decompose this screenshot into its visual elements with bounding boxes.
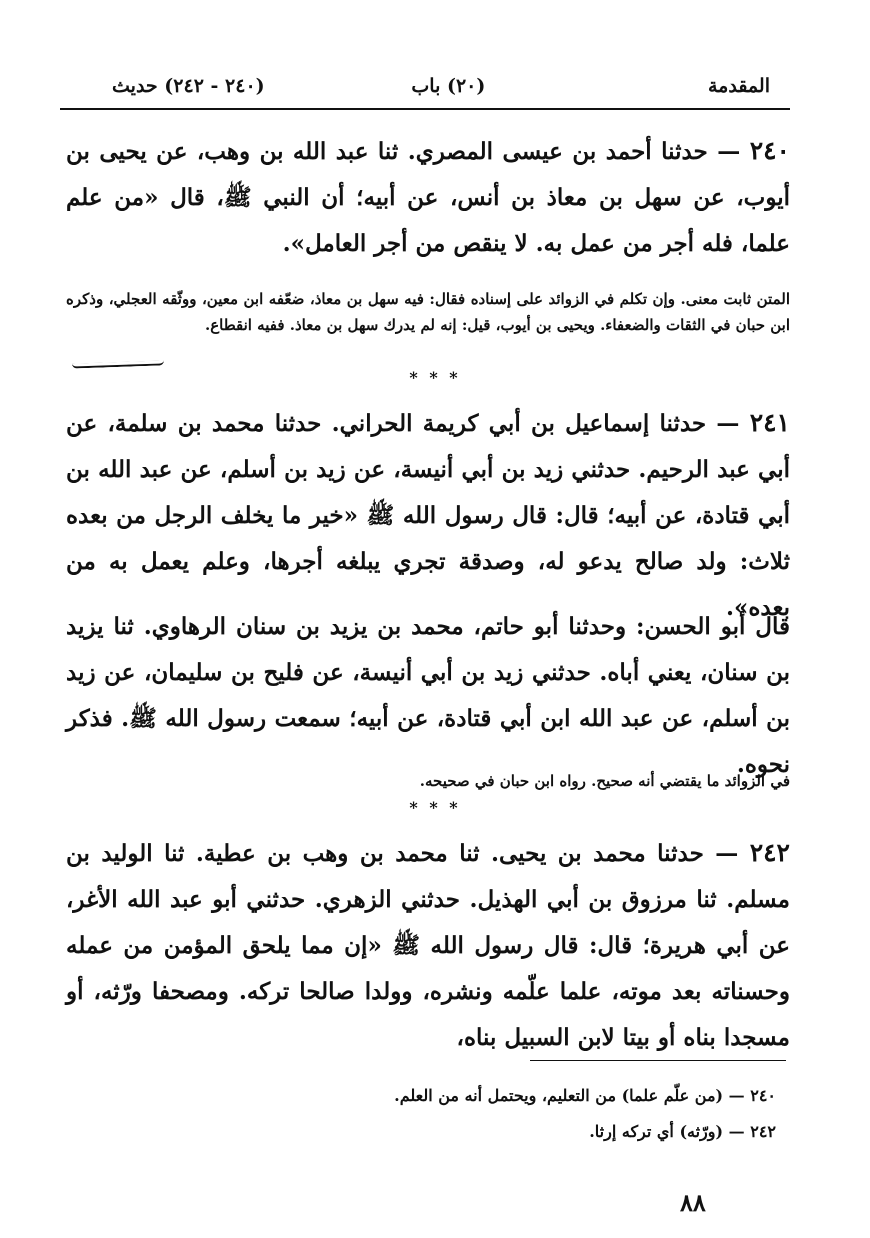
hadith-text: — حدثنا أحمد بن عيسى المصري. ثنا عبد الله بن وهب، عن يحيى بن أيوب، عن سهل بن معاذ بن أنس، عن أبيه؛ أن النبي ﷺ، قال «من علم علما، فله أجر من عمل به. لا ينقص من أجر العامل». (66, 138, 790, 257)
hadith-number: ٢٤٢ (749, 838, 790, 867)
running-header (112, 66, 770, 106)
hadith-241-comment: في الزوائد ما يقتضي أنه صحيح. رواه ابن حبان في صحيحه. (419, 772, 790, 790)
hadith-number: ٢٤٠ (749, 136, 790, 165)
hadith-240 (66, 128, 790, 267)
separator: * * * (409, 368, 461, 387)
hadith-241-chain: قال أبو الحسن: وحدثنا أبو حاتم، محمد بن يزيد بن سنان الرهاوي. ثنا يزيد بن سنان، يعني أباه. حدثني زيد بن أبي أنيسة، عن فليح بن سليمان، عن زيد بن أسلم، عن عبد الله ابن أبي قتادة، عن أبيه؛ سمعت رسول الله ﷺ. فذكر نحوه. (66, 613, 790, 778)
header-rule (60, 108, 790, 110)
footnote-240: ٢٤٠ — (من علّم علما) من التعليم، ويحتمل أنه من العلم. (394, 1086, 776, 1105)
chapter-label: (٢٠) باب (411, 75, 486, 97)
page-number: ٨٨ (680, 1188, 706, 1217)
hadith-text: — حدثنا محمد بن يحيى. ثنا محمد بن وهب بن عطية. ثنا الوليد بن مسلم. ثنا مرزوق بن أبي الهذيل. حدثني الزهري. حدثني أبو عبد الله الأغر، عن أبي هريرة؛ قال: قال رسول الله ﷺ «إن مما يلحق المؤمن من عمله وحسناته بعد موته، علما علّمه ونشره، وولدا صالحا تركه. ومصحفا ورّثه، أو مسجدا بناه أو بيتا لابن السبيل بناه، (66, 840, 790, 1051)
separator: * * * (409, 798, 461, 817)
hadith-number: ٢٤١ (749, 408, 790, 437)
section-title: المقدمة (707, 75, 770, 97)
hadith-range: (٢٤٠ - ٢٤٢) حديث (112, 75, 265, 97)
footnote-242: ٢٤٢ — (ورّثه) أي تركه إرثا. (589, 1122, 776, 1141)
footnote-rule (530, 1060, 786, 1061)
hadith-242 (66, 830, 790, 1061)
hadith-241 (66, 400, 790, 631)
hadith-text: — حدثنا إسماعيل بن أبي كريمة الحراني. حدثنا محمد بن سلمة، عن أبي عبد الرحيم. حدثني زيد بن أبي أنيسة، عن زيد بن أسلم، عن عبد الله بن أبي قتادة، عن أبيه؛ قال: قال رسول الله ﷺ «خير ما يخلف الرجل من بعده ثلاث: ولد صالح يدعو له، وصدقة تجري يبلغه أجرها، وعلم يعمل به من بعده». (66, 410, 790, 621)
hadith-240-comment: المتن ثابت معنى. وإن تكلم في الزوائد على إسناده فقال: فيه سهل بن معاذ، ضعّفه ابن معين، ووثّقه العجلي، وذكره ابن حبان في الثقات والضعفاء. ويحيى بن أيوب، قيل: إنه لم يدرك سهل بن معاذ. ففيه انقطاع. (66, 290, 790, 334)
